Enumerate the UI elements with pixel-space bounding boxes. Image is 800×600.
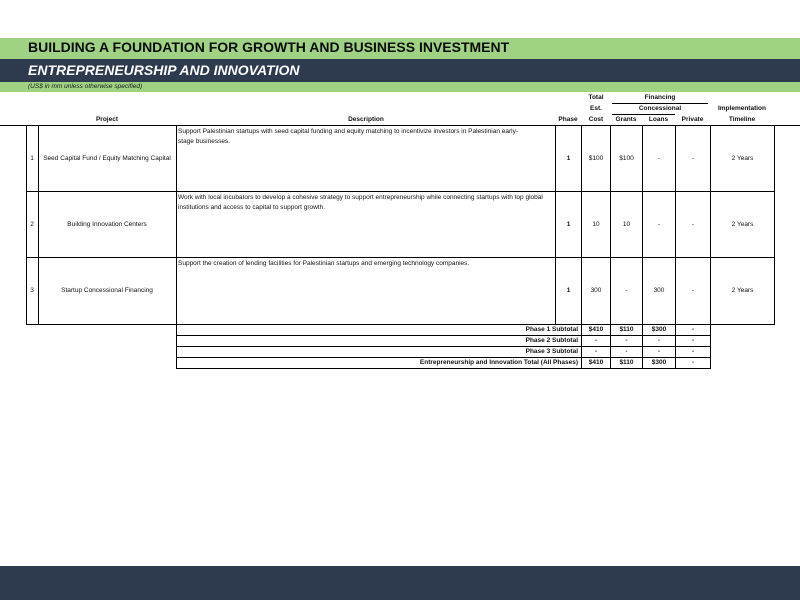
- col-description: Description: [348, 116, 384, 123]
- col-project: Project: [95, 116, 119, 123]
- col-loans: Loans: [648, 116, 669, 123]
- units-note: (US$ in mm unless otherwise specified): [28, 83, 143, 90]
- project-name: Startup Concessional Financing: [61, 287, 153, 294]
- col-total-line3: Cost: [588, 116, 604, 123]
- col-line-project: [38, 125, 39, 325]
- col-line-description: [176, 125, 177, 369]
- phase-2-subtotal-total: -: [594, 337, 598, 344]
- grand-total-total: $410: [588, 359, 604, 366]
- grand-total-loans: $300: [651, 359, 667, 366]
- financing-underline: [612, 103, 708, 104]
- project-name: Building Innovation Centers: [67, 220, 147, 228]
- project-grants: $100: [619, 154, 634, 162]
- col-financing: Financing: [644, 94, 676, 101]
- phase-2-subtotal-private: -: [691, 337, 695, 344]
- project-description: Support the creation of lending facilities for Palestinian startups and emerging technology companies.: [178, 260, 470, 267]
- project-grants: 10: [622, 220, 631, 228]
- phase-2-subtotal-loans: -: [657, 337, 661, 344]
- table-row-number: 2: [30, 220, 34, 228]
- phase-1-subtotal-total: $410: [588, 326, 604, 333]
- phase-1-subtotal-private: -: [691, 326, 695, 333]
- col-implementation-line2: Timeline: [728, 116, 756, 123]
- phase-2-subtotal-grants: -: [625, 337, 628, 344]
- phase-3-subtotal-grants: -: [625, 348, 628, 355]
- project-total-cost: 300: [590, 287, 602, 294]
- col-total-line1: Total: [588, 94, 604, 101]
- grand-total-label: Entrepreneurship and Innovation Total (All Phases): [419, 359, 578, 366]
- project-description: Work with local incubators to develop a cohesive strategy to support entrepreneurship while connecting startups with top global institutions and access to capital to support growth.: [178, 194, 543, 211]
- col-concessional: Concessional: [638, 105, 682, 112]
- subtotal-bottom-rule: [176, 368, 710, 369]
- project-loans: 300: [653, 287, 665, 294]
- project-grants: -: [625, 287, 628, 294]
- project-phase: 1: [566, 154, 571, 162]
- phase-3-subtotal-label: Phase 3 Subtotal: [525, 348, 578, 355]
- col-line-right: [774, 125, 775, 325]
- col-total-line2: Est.: [590, 105, 602, 112]
- col-private: Private: [681, 116, 704, 123]
- phase-1-subtotal-label: Phase 1 Subtotal: [525, 326, 578, 333]
- project-loans: -: [657, 220, 661, 228]
- project-private: -: [691, 287, 695, 294]
- project-phase: 1: [566, 220, 571, 228]
- project-loans: -: [657, 154, 661, 162]
- project-total-cost: 10: [592, 220, 600, 228]
- project-private: -: [691, 220, 695, 228]
- project-phase: 1: [566, 287, 571, 294]
- grand-total-private: -: [691, 359, 695, 366]
- project-name: Seed Capital Fund / Equity Matching Capital: [43, 154, 171, 162]
- project-timeline: 2 Years: [731, 154, 754, 162]
- col-implementation-line1: Implementation: [717, 105, 767, 112]
- project-total-cost: $100: [588, 154, 604, 162]
- project-description: Support Palestinian startups with seed capital funding and equity matching to incentivize investors in Palestinian early-stage businesses.: [178, 128, 518, 145]
- col-phase: Phase: [558, 116, 578, 123]
- page-title: BUILDING A FOUNDATION FOR GROWTH AND BUSINESS INVESTMENT: [28, 39, 510, 55]
- project-timeline: 2 Years: [731, 287, 754, 294]
- phase-3-subtotal-private: -: [691, 348, 695, 355]
- project-timeline: 2 Years: [731, 220, 754, 228]
- concessional-underline: [612, 114, 675, 115]
- col-grants: Grants: [615, 116, 637, 123]
- phase-3-subtotal-loans: -: [657, 348, 661, 355]
- phase-1-subtotal-grants: $110: [619, 326, 634, 333]
- grand-total-grants: $110: [619, 359, 634, 366]
- footer-band: [0, 566, 800, 600]
- table-row-number: 3: [30, 287, 34, 294]
- project-private: -: [691, 154, 695, 162]
- section-subtitle: ENTREPRENEURSHIP AND INNOVATION: [28, 62, 300, 78]
- table-row-number: 1: [30, 154, 34, 162]
- phase-1-subtotal-loans: $300: [651, 326, 667, 333]
- phase-3-subtotal-total: -: [594, 348, 598, 355]
- phase-2-subtotal-label: Phase 2 Subtotal: [525, 337, 578, 344]
